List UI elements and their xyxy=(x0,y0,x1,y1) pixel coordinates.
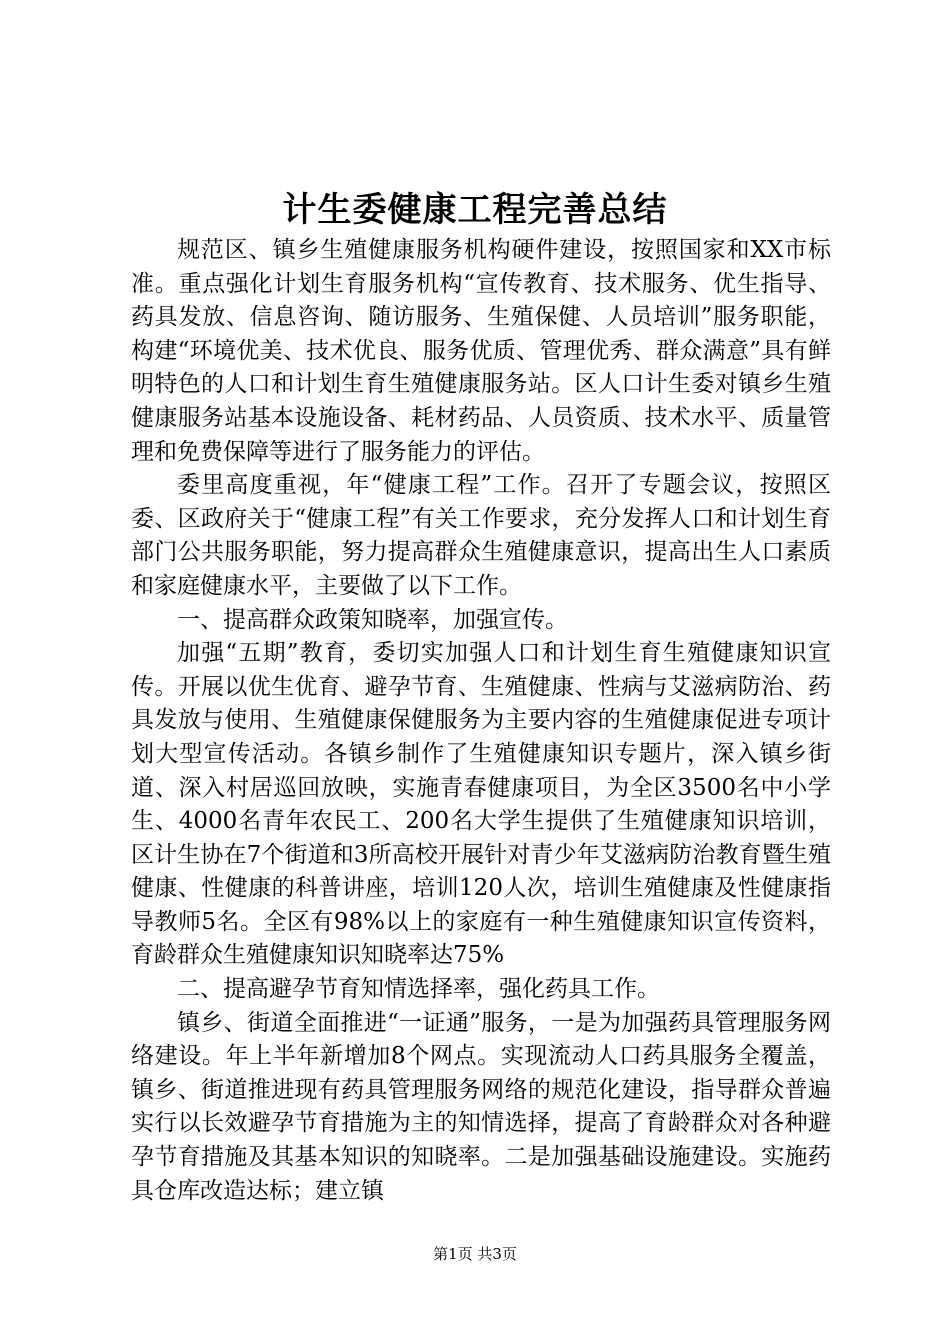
paragraph: 镇乡、街道全面推进“一证通”服务，一是为加强药具管理服务网络建设。年上半年新增加8个网点。实现流动人口药具服务全覆盖，镇乡、街道推进现有药具管理服务网络的规范化建设，指导群众普遍实行以长效避孕节育措施为主的知情选择，提高了育龄群众对各种避孕节育措施及其基本知识的知晓率。二是加强基础设施建设。实施药具仓库改造达标；建立镇 xyxy=(131,1009,831,1204)
document-body xyxy=(131,234,831,1208)
section-heading: 一、提高群众政策知晓率，加强宣传。 xyxy=(177,606,568,633)
paragraph: 加强“五期”教育，委切实加强人口和计划生育生殖健康知识宣传。开展以优生优育、避孕节育、生殖健康、性病与艾滋病防治、药具发放与使用、生殖健康保健服务为主要内容的生殖健康促进专项计划大型宣传活动。各镇乡制作了生殖健康知识专题片，深入镇乡街道、深入村居巡回放映，实施青春健康项目，为全区3500名中小学生、4000名青年农民工、200名大学生提供了生殖健康知识培训，区计生协在7个街道和3所高校开展针对青少年艾滋病防治教育暨生殖健康、性健康的科普讲座，培训120人次，培训生殖健康及性健康指导教师5名。全区有98%以上的家庭有一种生殖健康知识宣传资料，育龄群众生殖健康知识知晓率达75% xyxy=(131,640,831,969)
document-title: 计生委健康工程完善总结 xyxy=(282,190,668,230)
paragraph: 规范区、镇乡生殖健康服务机构硬件建设，按照国家和XX市标准。重点强化计划生育服务机构“宣传教育、技术服务、优生指导、药具发放、信息咨询、随访服务、生殖保健、人员培训”服务职能，构建“环境优美、技术优良、服务优质、管理优秀、群众满意”具有鲜明特色的人口和计划生育生殖健康服务站。区人口计生委对镇乡生殖健康服务站基本设施设备、耗材药品、人员资质、技术水平、质量管理和免费保障等进行了服务能力的评估。 xyxy=(131,237,831,465)
paragraph: 委里高度重视，年“健康工程”工作。召开了专题会议，按照区委、区政府关于“健康工程”有关工作要求，充分发挥人口和计划生育部门公共服务职能，努力提高群众生殖健康意识，提高出生人口素质和家庭健康水平，主要做了以下工作。 xyxy=(131,472,831,599)
section-heading: 二、提高避孕节育知情选择率，强化药具工作。 xyxy=(177,976,660,1003)
page-number-footer: 第1页 共3页 xyxy=(433,1245,517,1263)
